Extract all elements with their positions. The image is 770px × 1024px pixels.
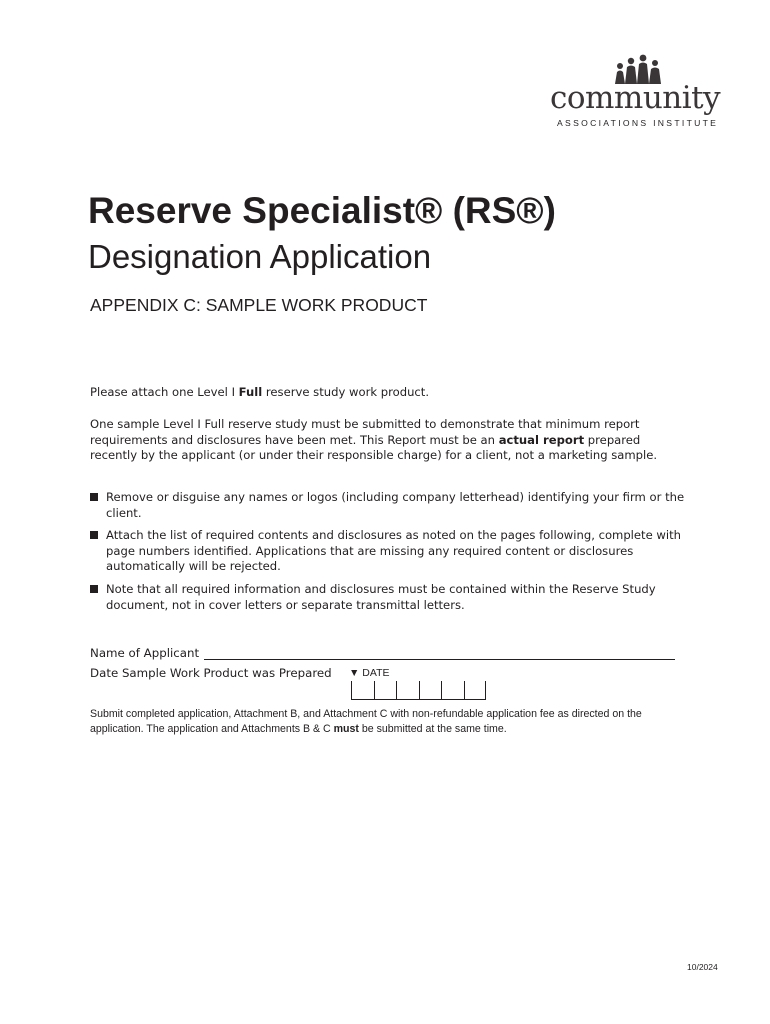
bullet-square-icon [90, 531, 98, 539]
logo-wordmark: community [550, 80, 721, 116]
date-digit-box[interactable] [374, 681, 397, 700]
intro-p1-text-b: reserve study work product. [262, 385, 430, 399]
intro-paragraph-2 [90, 417, 690, 464]
list-item [90, 490, 690, 521]
applicant-name-label: Name of Applicant [90, 646, 200, 660]
work-product-date-label: Date Sample Work Product was Prepared [90, 666, 332, 680]
logo-subtitle: ASSOCIATIONS INSTITUTE [557, 118, 719, 128]
date-digit-box[interactable] [441, 681, 464, 700]
revision-date: 10/2024 [687, 962, 718, 972]
intro-p2-text-b: prepared recently by the applicant (or under their responsible charge) for a client, not a marketing sample. [90, 432, 658, 463]
bullet-square-icon [90, 493, 98, 501]
intro-p2-bold: actual report [498, 432, 585, 447]
requirements-list [90, 490, 690, 620]
submit-text-a: Submit completed application, Attachment B, and Attachment C with non-refundable application fee as directed on the application. The application and Attachments B & C [90, 708, 642, 735]
date-digit-box[interactable] [464, 681, 487, 700]
intro-paragraph-1 [90, 385, 690, 401]
cai-logo [548, 52, 723, 132]
submission-instructions [90, 707, 690, 737]
page-subtitle: Designation Application [88, 238, 432, 275]
date-field[interactable] [351, 681, 486, 700]
intro-p2-text-a: One sample Level I Full reserve study must be submitted to demonstrate that minimum report requirements and disclosures have been met. This Report must be an [90, 417, 640, 447]
list-item-text: Attach the list of required contents and disclosures as noted on the pages following, complete with page numbers identified. Applications that are missing any required content or disclosures automatically will be rejected. [106, 528, 681, 574]
page-title: Reserve Specialist® (RS®) [88, 190, 556, 231]
date-caption: ▼ DATE [349, 667, 390, 679]
applicant-name-field[interactable] [204, 659, 675, 660]
list-item-text: Note that all required information and disclosures must be contained within the Reserve Study document, not in cover letters or separate transmittal letters. [106, 581, 656, 612]
list-item [90, 582, 690, 613]
intro-p1-text-a: Please attach one Level I [90, 385, 239, 399]
list-item [90, 528, 690, 575]
intro-p1-bold: Full [238, 385, 263, 399]
date-digit-box[interactable] [351, 681, 374, 700]
list-item-text: Remove or disguise any names or logos (including company letterhead) identifying your firm or the client. [106, 490, 685, 520]
submit-text-b: be submitted at the same time. [358, 723, 507, 735]
appendix-heading: APPENDIX C: SAMPLE WORK PRODUCT [90, 295, 428, 315]
bullet-square-icon [90, 585, 98, 593]
date-digit-box[interactable] [396, 681, 419, 700]
date-digit-box[interactable] [419, 681, 442, 700]
submit-bold: must [333, 723, 359, 735]
